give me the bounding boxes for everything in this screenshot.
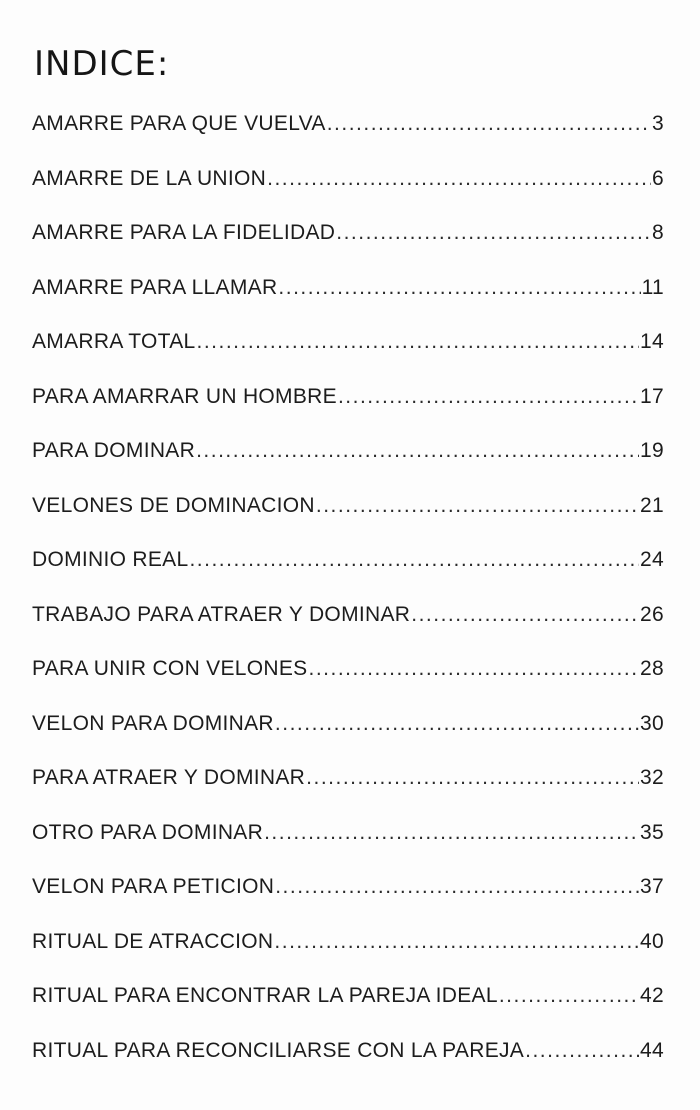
toc-entry [32,930,664,985]
page-title: INDICE: [34,44,170,84]
toc-entry-title: DOMINIO REAL [32,548,189,571]
toc-entry [32,1039,664,1094]
toc-entry-title: RITUAL PARA ENCONTRAR LA PAREJA IDEAL [32,984,498,1007]
dot-leader [338,385,639,409]
toc-entry-page: 32 [640,766,664,789]
toc-entry-title: RITUAL DE ATRACCION [32,929,274,953]
toc-entry-title: VELON PARA PETICION [32,875,275,898]
toc-entry [32,603,664,658]
toc-entry-page: 35 [640,820,664,844]
dot-leader [275,712,639,736]
toc-entry-page: 11 [641,275,664,299]
toc-entry-page: 26 [640,602,664,626]
toc-entry-page: 17 [640,384,664,408]
toc-entry-page: 44 [640,1038,664,1062]
toc-entry-page: 6 [652,166,664,190]
toc-entry-page: 19 [640,439,664,462]
toc-entry-title: RITUAL PARA RECONCILIARSE CON LA PAREJA [32,1038,525,1062]
toc-entry-title: AMARRE PARA QUE VUELVA [32,112,326,135]
dot-leader [306,766,639,790]
toc-entry-title: AMARRE PARA LLAMAR [32,275,278,299]
dot-leader [327,112,651,136]
toc-entry-title: PARA AMARRAR UN HOMBRE [32,384,337,408]
dot-leader [189,548,639,572]
toc-entry [32,548,664,603]
table-of-contents [32,112,664,1093]
toc-entry-title: VELON PARA DOMINAR [32,711,274,735]
toc-entry [32,276,664,331]
toc-entry-title: AMARRE PARA LA FIDELIDAD [32,221,336,244]
dot-leader [308,657,639,681]
toc-entry [32,821,664,876]
dot-leader [316,494,639,518]
toc-entry [32,167,664,222]
dot-leader [264,821,639,845]
toc-entry-page: 24 [640,548,664,571]
dot-leader [525,1039,639,1063]
dot-leader [274,930,639,954]
toc-entry [32,439,664,494]
toc-entry-page: 40 [640,929,664,953]
toc-entry-page: 14 [640,330,664,353]
toc-entry-page: 37 [640,875,664,898]
toc-entry-title: PARA UNIR CON VELONES [32,657,308,680]
toc-entry-page: 8 [652,221,664,244]
toc-entry-title: AMARRE DE LA UNION [32,166,267,190]
toc-entry [32,330,664,385]
toc-entry-title: PARA DOMINAR [32,439,196,462]
dot-leader [278,276,640,300]
toc-entry-title: AMARRA TOTAL [32,330,196,353]
dot-leader [275,875,639,899]
toc-entry-page: 3 [652,112,664,135]
toc-entry [32,766,664,821]
toc-entry-page: 21 [640,493,664,517]
toc-entry-page: 30 [640,711,664,735]
dot-leader [499,984,639,1008]
toc-entry [32,657,664,712]
toc-entry [32,875,664,930]
toc-entry-page: 42 [640,984,664,1007]
dot-leader [196,330,639,354]
dot-leader [411,603,639,627]
toc-entry-title: VELONES DE DOMINACION [32,493,315,517]
toc-entry [32,712,664,767]
dot-leader [267,167,651,191]
toc-entry [32,221,664,276]
toc-entry-page: 28 [640,657,664,680]
toc-entry-title: PARA ATRAER Y DOMINAR [32,766,306,789]
toc-entry-title: OTRO PARA DOMINAR [32,820,264,844]
dot-leader [196,439,639,463]
toc-entry [32,494,664,549]
toc-entry [32,385,664,440]
toc-entry [32,112,664,167]
toc-entry-title: TRABAJO PARA ATRAER Y DOMINAR [32,602,411,626]
dot-leader [336,221,651,245]
toc-entry [32,984,664,1039]
